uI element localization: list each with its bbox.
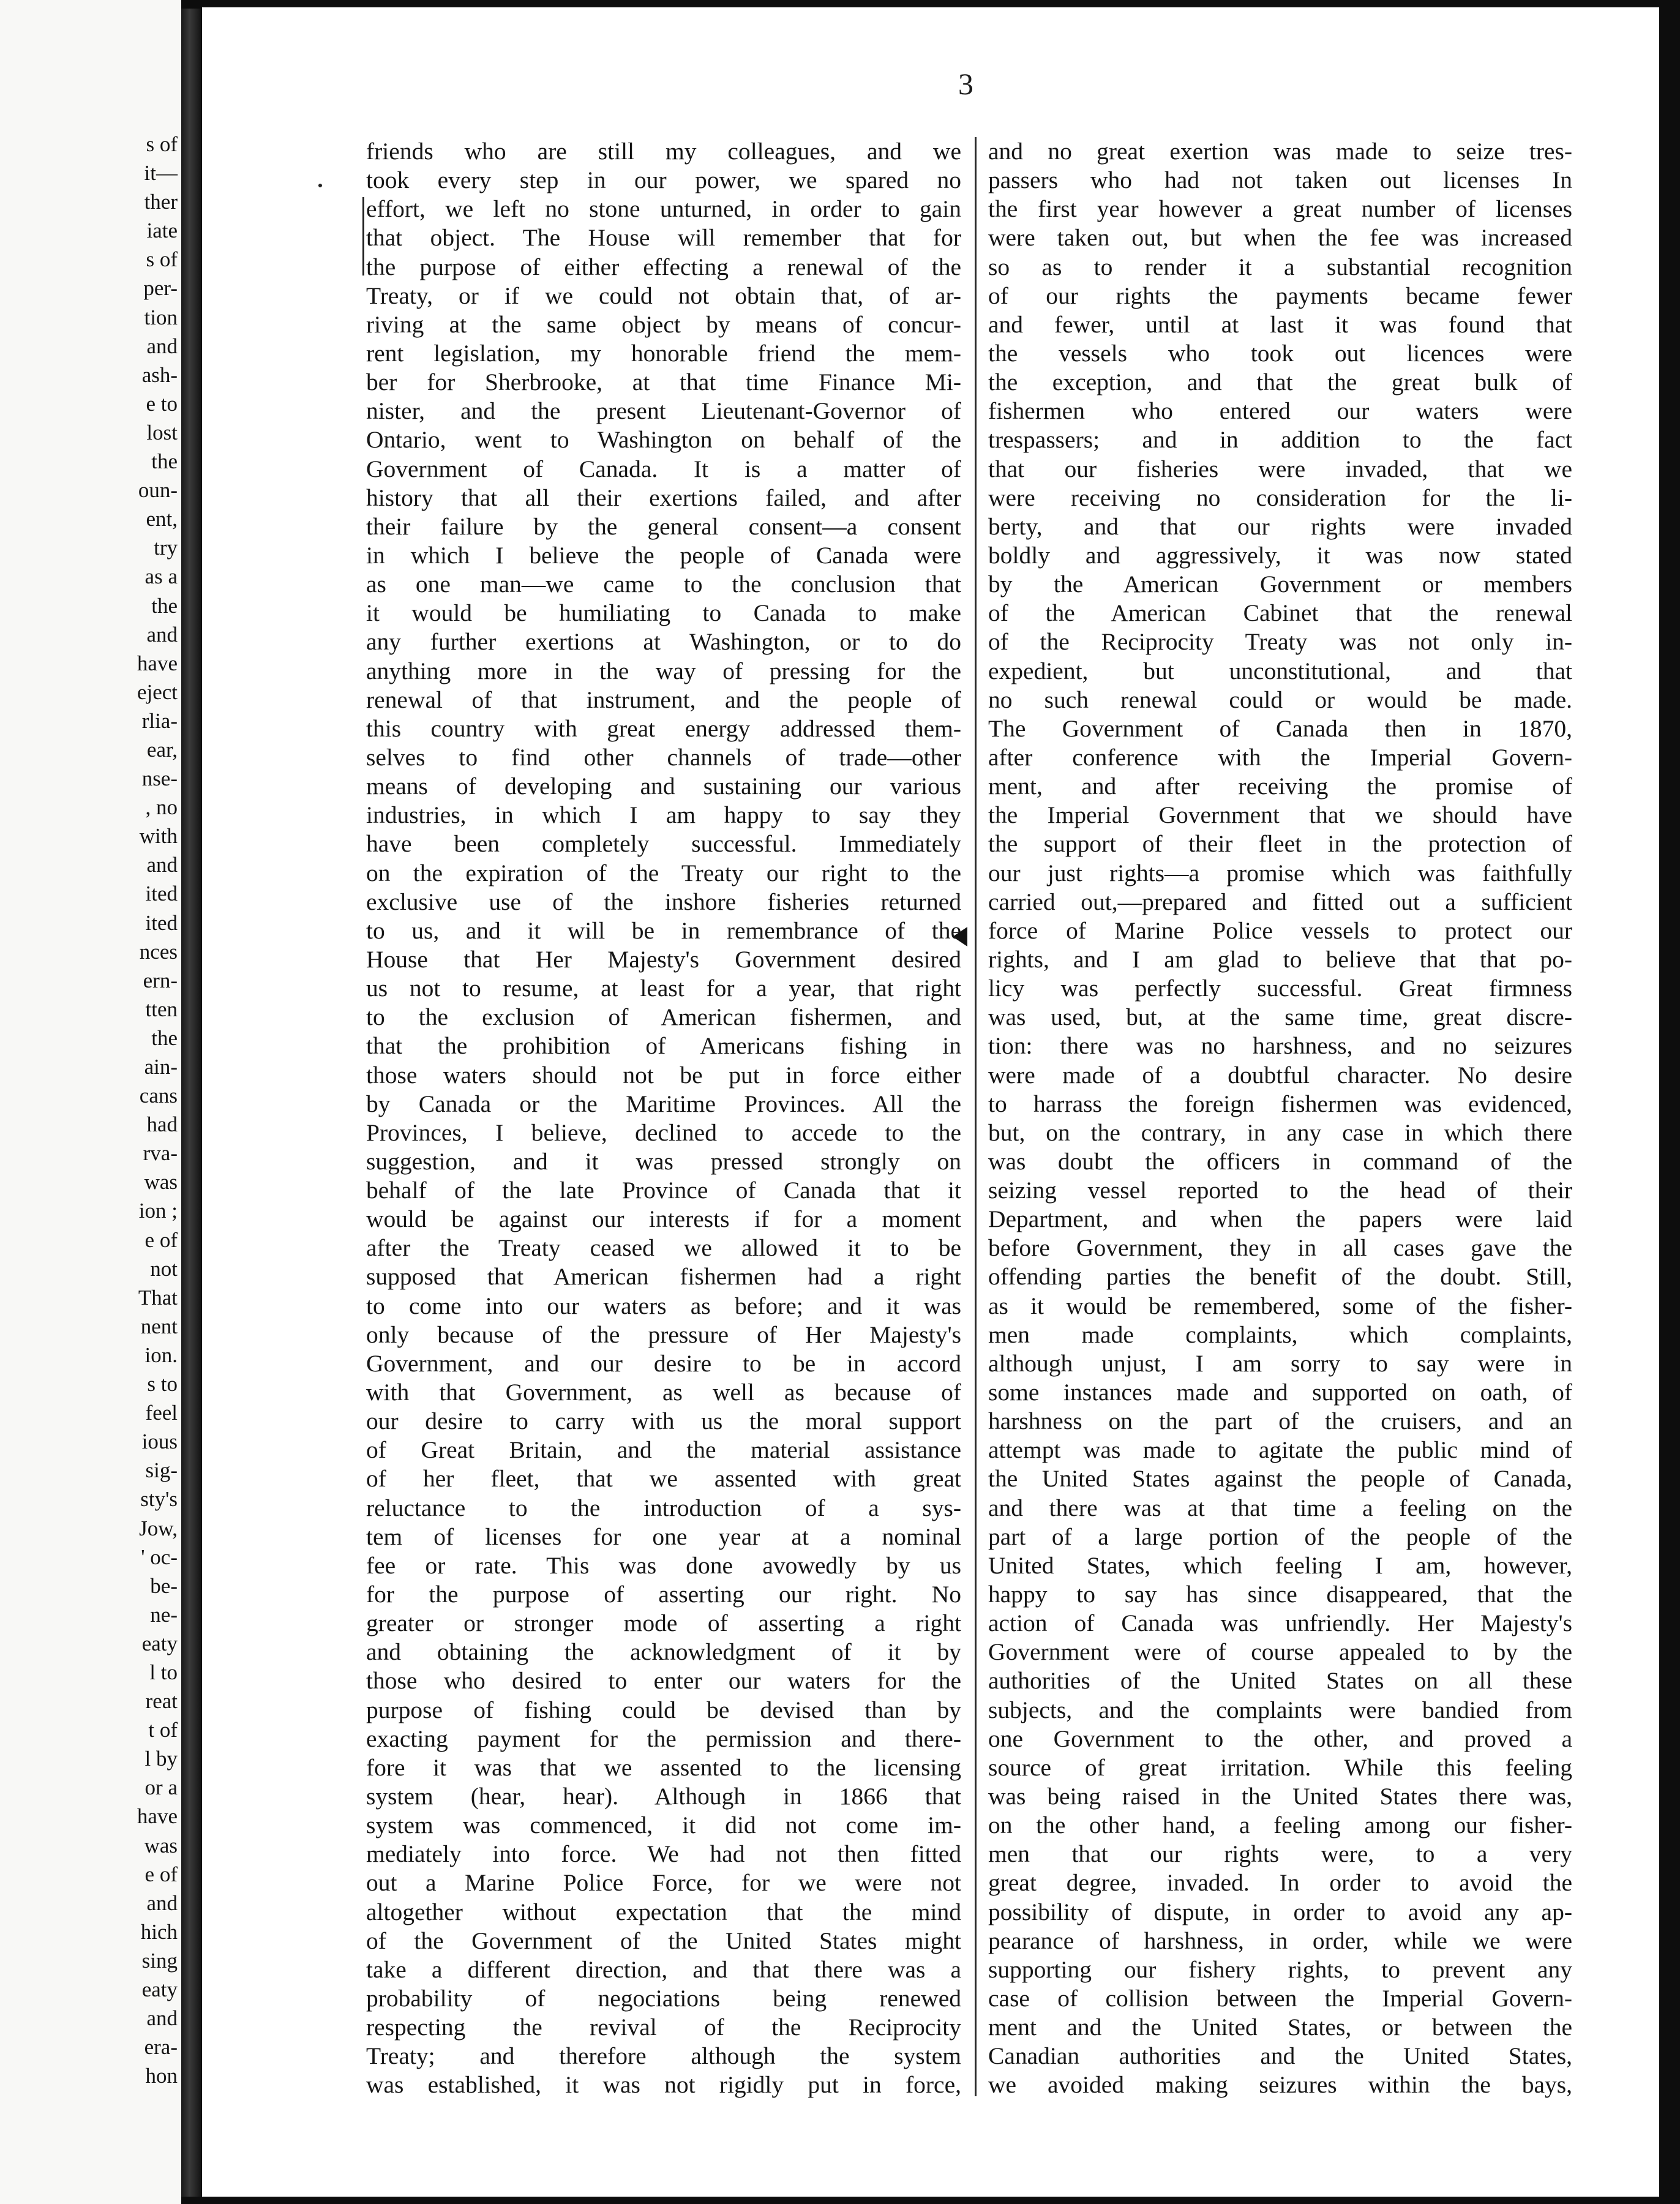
column-left-line: Provinces, I believe, declined to accede to the xyxy=(366,1119,961,1146)
column-right-line: and fewer, until at last it was found that xyxy=(988,310,1572,338)
column-left-line: greater or stronger mode of asserting a right xyxy=(366,1610,961,1637)
column-left-line: tem of licenses for one year at a nominal xyxy=(366,1523,961,1550)
column-left-line: industries, in which I am happy to say they xyxy=(366,801,961,829)
column-left-line: to come into our waters as before; and it was xyxy=(366,1292,961,1319)
column-left-line: that object. The House will remember that for xyxy=(366,224,961,252)
left-fragment-line: , no xyxy=(145,795,178,820)
column-left-line: selves to find other channels of trade—other xyxy=(366,743,961,771)
column-right-line: authorities of the United States on all these xyxy=(988,1667,1572,1695)
column-right-line: trespassers; and in addition to the fact xyxy=(988,426,1572,454)
column-left-line: Government, and our desire to be in accord xyxy=(366,1349,961,1377)
column-right-line: the support of their fleet in the protection of xyxy=(988,830,1572,858)
column-right-line: by the American Government or members xyxy=(988,571,1572,598)
column-left-line: of Great Britain, and the material assistance xyxy=(366,1436,961,1464)
column-right-line: great degree, invaded. In order to avoid the xyxy=(988,1869,1572,1897)
left-fragment-line: had xyxy=(146,1112,178,1137)
left-fragment-line: tion xyxy=(144,305,178,329)
left-fragment-line: or a xyxy=(144,1775,178,1800)
column-right-line: the Imperial Government that we should have xyxy=(988,801,1572,829)
column-left-line: to us, and it will be in remembrance of the xyxy=(366,916,961,944)
column-right-line: Department, and when the papers were laid xyxy=(988,1205,1572,1233)
column-left-line: those who desired to enter our waters for the xyxy=(366,1667,961,1695)
column-right-line: the first year however a great number of licenses xyxy=(988,195,1572,223)
left-fragment-line: ited xyxy=(145,910,178,935)
column-left-line: after the Treaty ceased we allowed it to be xyxy=(366,1234,961,1262)
column-right-line: part of a large portion of the people of the xyxy=(988,1523,1572,1550)
left-fragment-line: nces xyxy=(139,939,178,964)
left-fragment-line: nent xyxy=(140,1314,178,1338)
column-left-line: us not to resume, at least for a year, that right xyxy=(366,975,961,1002)
left-fragment-line: rva- xyxy=(143,1141,178,1166)
column-right-line: on the other hand, a feeling among our fisher- xyxy=(988,1812,1572,1839)
left-fragment-line: ent, xyxy=(146,507,178,531)
column-left-line: Treaty; and therefore although the system xyxy=(366,2042,961,2070)
column-right-line: were receiving no consideration for the li- xyxy=(988,484,1572,511)
scan-bottom-edge xyxy=(181,2197,1680,2204)
left-fragment-line: eaty xyxy=(141,1977,178,2001)
facing-page-fragment xyxy=(0,0,181,2204)
column-right-line: Government were of course appealed to by the xyxy=(988,1638,1572,1666)
column-left-line: those waters should not be put in force either xyxy=(366,1061,961,1089)
left-fragment-line: as a xyxy=(144,564,178,589)
column-right-line: berty, and that our rights were invaded xyxy=(988,512,1572,540)
left-fragment-line: the xyxy=(151,1025,178,1050)
left-fragment-line: hich xyxy=(140,1919,178,1944)
column-right-line: as it would be remembered, some of the fisher- xyxy=(988,1292,1572,1319)
column-right-line: Canadian authorities and the United States, xyxy=(988,2042,1572,2070)
column-right-line: subjects, and the complaints were bandied from xyxy=(988,1696,1572,1723)
left-fragment-line: lost xyxy=(146,420,178,444)
left-fragment-line: be- xyxy=(150,1573,178,1598)
column-right-line: after conference with the Imperial Govern- xyxy=(988,743,1572,771)
column-left-line: fore it was that we assented to the licensing xyxy=(366,1753,961,1781)
column-left-line: to the exclusion of American fishermen, and xyxy=(366,1003,961,1031)
column-right-line: and there was at that time a feeling on the xyxy=(988,1494,1572,1521)
column-left-line: any further exertions at Washington, or to do xyxy=(366,628,961,656)
column-right-line: the vessels who took out licences were xyxy=(988,339,1572,367)
column-right-line: was being raised in the United States there was, xyxy=(988,1783,1572,1810)
column-right-line: happy to say has since disappeared, that the xyxy=(988,1581,1572,1608)
column-right-line: offending parties the benefit of the doubt. Still, xyxy=(988,1263,1572,1291)
left-fragment-line: tten xyxy=(145,997,178,1021)
left-fragment-line: and xyxy=(146,853,178,877)
left-fragment-line: and xyxy=(146,1891,178,1915)
column-left-line: was established, it was not rigidly put in force, xyxy=(366,2071,961,2099)
column-left-line: our desire to carry with us the moral support xyxy=(366,1407,961,1435)
left-fragment-line: the xyxy=(151,449,178,474)
column-left-line: ber for Sherbrooke, at that time Finance Mi- xyxy=(366,369,961,396)
left-fragment-line: ain- xyxy=(144,1055,178,1079)
column-left-line: of the Government of the United States might xyxy=(366,1927,961,1954)
column-left-line: would be against our interests if for a moment xyxy=(366,1205,961,1233)
left-fragment-line: l by xyxy=(144,1747,178,1771)
left-fragment-line: ne- xyxy=(150,1602,178,1627)
column-right-line: men that our rights were, to a very xyxy=(988,1840,1572,1868)
left-fragment-line: ern- xyxy=(143,968,178,992)
column-left-line: that the prohibition of Americans fishing in xyxy=(366,1032,961,1060)
column-left-line: suggestion, and it was pressed strongly on xyxy=(366,1147,961,1175)
column-left-line: and obtaining the acknowledgment of it by xyxy=(366,1638,961,1666)
column-right-line: were taken out, but when the fee was increased xyxy=(988,224,1572,252)
column-left-line: out a Marine Police Force, for we were not xyxy=(366,1869,961,1897)
column-right-line: was used, but, at the same time, great discre- xyxy=(988,1003,1572,1031)
page-number: 3 xyxy=(958,67,973,101)
left-fragment-line: s of xyxy=(146,247,178,272)
text-column-right xyxy=(988,137,1572,2100)
column-right-line: some instances made and supported on oath, of xyxy=(988,1379,1572,1406)
left-fragment-line: e to xyxy=(146,391,178,416)
left-fragment-line: s to xyxy=(147,1372,178,1396)
column-right-line: the exception, and that the great bulk of xyxy=(988,369,1572,396)
column-left-line: exacting payment for the permission and there- xyxy=(366,1725,961,1752)
column-left-line: reluctance to the introduction of a sys- xyxy=(366,1494,961,1521)
left-fragment-line: ited xyxy=(145,882,178,906)
column-right-line: carried out,—prepared and fitted out a sufficient xyxy=(988,888,1572,915)
left-fragment-line: e of xyxy=(144,1228,178,1252)
left-fragment-line: the xyxy=(151,593,178,618)
left-fragment-line: sig- xyxy=(145,1458,178,1483)
column-right-line: of the American Cabinet that the renewal xyxy=(988,599,1572,627)
column-right-line: of our rights the payments became fewer xyxy=(988,282,1572,309)
column-left-line: rent legislation, my honorable friend the mem- xyxy=(366,339,961,367)
column-left-line: House that Her Majesty's Government desired xyxy=(366,945,961,973)
left-fragment-line: and xyxy=(146,2006,178,2031)
column-left-line: respecting the revival of the Reciprocity xyxy=(366,2014,961,2041)
left-fragment-line: with xyxy=(139,824,178,849)
column-right-line: tion: there was no harshness, and no seizures xyxy=(988,1032,1572,1060)
column-left-line: Government of Canada. It is a matter of xyxy=(366,455,961,482)
column-left-line: only because of the pressure of Her Majesty's xyxy=(366,1321,961,1348)
column-right-line: licy was perfectly successful. Great firmness xyxy=(988,975,1572,1002)
column-right-line: force of Marine Police vessels to protect our xyxy=(988,916,1572,944)
column-left-line: exclusive use of the inshore fisheries returned xyxy=(366,888,961,915)
left-fragment-line: Jow, xyxy=(139,1516,178,1540)
column-right-line: rights, and I am glad to believe that that po- xyxy=(988,945,1572,973)
column-right-line: supporting our fishery rights, to prevent any xyxy=(988,1955,1572,1983)
column-right-line: attempt was made to agitate the public mind of xyxy=(988,1436,1572,1464)
column-left-line: system (hear, hear). Although in 1866 that xyxy=(366,1783,961,1810)
column-right-line: the United States against the people of Canada, xyxy=(988,1465,1572,1493)
left-fragment-line: ear, xyxy=(146,737,178,762)
scan-right-edge xyxy=(1659,0,1680,2204)
column-right-line: source of great irritation. While this feeling xyxy=(988,1753,1572,1781)
left-fragment-line: reat xyxy=(145,1689,178,1714)
column-left-line: Ontario, went to Washington on behalf of the xyxy=(366,426,961,454)
left-fragment-line: e of xyxy=(144,1862,178,1886)
column-left-line: purpose of fishing could be devised than by xyxy=(366,1696,961,1723)
column-left-line: have been completely successful. Immediately xyxy=(366,830,961,858)
left-fragment-line: sing xyxy=(141,1948,178,1973)
column-right-line: case of collision between the Imperial Govern- xyxy=(988,1985,1572,2012)
left-fragment-line: s of xyxy=(146,132,178,156)
column-right-line: but, on the contrary, in any case in which there xyxy=(988,1119,1572,1146)
column-left-line: fee or rate. This was done avowedly by us xyxy=(366,1551,961,1579)
column-left-line: in which I believe the people of Canada were xyxy=(366,541,961,569)
column-left-line: riving at the same object by means of concur- xyxy=(366,310,961,338)
column-left-line: by Canada or the Maritime Provinces. All the xyxy=(366,1090,961,1117)
margin-mark xyxy=(318,184,322,187)
column-left-line: the purpose of either effecting a renewal of the xyxy=(366,253,961,280)
left-fragment-line: hon xyxy=(145,2064,178,2088)
column-left-line: nister, and the present Lieutenant-Governor of xyxy=(366,397,961,425)
left-fragment-line: ther xyxy=(144,190,178,214)
left-fragment-line: That xyxy=(138,1285,178,1310)
column-left-line: probability of negociations being renewed xyxy=(366,1985,961,2012)
column-right-line: so as to render it a substantial recognition xyxy=(988,253,1572,280)
column-left-line: effort, we left no stone unturned, in order to gain xyxy=(366,195,961,223)
left-fragment-line: eaty xyxy=(141,1631,178,1655)
column-right-line: possibility of dispute, in order to avoid any ap- xyxy=(988,1898,1572,1925)
column-right-line: expedient, but unconstitutional, and that xyxy=(988,657,1572,684)
column-right-line: action of Canada was unfriendly. Her Majesty's xyxy=(988,1610,1572,1637)
left-fragment-line: eject xyxy=(137,680,178,704)
column-right-line: men made complaints, which complaints, xyxy=(988,1321,1572,1348)
column-right-line: harshness on the part of the cruisers, and an xyxy=(988,1407,1572,1435)
column-left-line: system was commenced, it did not come im- xyxy=(366,1812,961,1839)
column-left-line: as one man—we came to the conclusion that xyxy=(366,571,961,598)
column-right-line: were made of a doubtful character. No desire xyxy=(988,1061,1572,1089)
column-right-line: seizing vessel reported to the head of their xyxy=(988,1177,1572,1204)
left-fragment-line: nse- xyxy=(141,767,178,791)
left-fragment-line: was xyxy=(144,1170,178,1194)
column-left-line: anything more in the way of pressing for the xyxy=(366,657,961,684)
column-right-line: The Government of Canada then in 1870, xyxy=(988,714,1572,742)
column-right-line: ment, and after receiving the promise of xyxy=(988,773,1572,800)
left-fragment-line: ash- xyxy=(141,362,178,387)
column-right-line: boldly and aggressively, it was now stated xyxy=(988,541,1572,569)
left-fragment-line: per- xyxy=(143,276,178,301)
left-fragment-line: try xyxy=(154,536,178,560)
left-fragment-line: iate xyxy=(146,219,178,243)
column-right-line: passers who had not taken out licenses In xyxy=(988,167,1572,194)
column-right-line: fishermen who entered our waters were xyxy=(988,397,1572,425)
left-fragment-line: feel xyxy=(145,1401,178,1425)
column-left-line: supposed that American fishermen had a right xyxy=(366,1263,961,1291)
left-fragment-line: ious xyxy=(141,1430,178,1454)
column-left-line: altogether without expectation that the mind xyxy=(366,1898,961,1925)
left-fragment-line: ion ; xyxy=(138,1199,178,1223)
left-fragment-line: ion. xyxy=(144,1343,178,1367)
column-right-line: one Government to the other, and proved a xyxy=(988,1725,1572,1752)
column-right-line: no such renewal could or would be made. xyxy=(988,686,1572,713)
column-left-line: mediately into force. We had not then fitted xyxy=(366,1840,961,1868)
column-left-line: renewal of that instrument, and the people of xyxy=(366,686,961,713)
column-left-line: means of developing and sustaining our various xyxy=(366,773,961,800)
column-left-line: Treaty, or if we could not obtain that, of ar- xyxy=(366,282,961,309)
left-fragment-line: ' oc- xyxy=(141,1545,178,1569)
left-fragment-line: have xyxy=(137,1804,178,1829)
column-right-line: although unjust, I am sorry to say were in xyxy=(988,1349,1572,1377)
left-fragment-line: oun- xyxy=(138,478,178,503)
column-left-line: take a different direction, and that there was a xyxy=(366,1955,961,1983)
left-fragment-line: and xyxy=(146,334,178,358)
left-fragment-line: was xyxy=(144,1833,178,1857)
column-left-line: for the purpose of asserting our right. No xyxy=(366,1581,961,1608)
left-fragment-line: l to xyxy=(149,1660,178,1684)
column-rule xyxy=(975,137,977,2096)
column-right-line: pearance of harshness, in order, while we were xyxy=(988,1927,1572,1954)
column-left-line: this country with great energy addressed them- xyxy=(366,714,961,742)
column-right-line: we avoided making seizures within the bays, xyxy=(988,2071,1572,2099)
column-right-line: ment and the United States, or between the xyxy=(988,2014,1572,2041)
column-left-line: their failure by the general consent—a consent xyxy=(366,512,961,540)
column-left-line: took every step in our power, we spared no xyxy=(366,167,961,194)
column-left-line: on the expiration of the Treaty our right to the xyxy=(366,859,961,886)
column-right-line: to harrass the foreign fishermen was evidenced, xyxy=(988,1090,1572,1117)
column-right-line: our just rights—a promise which was faithfully xyxy=(988,859,1572,886)
column-right-line: was doubt the officers in command of the xyxy=(988,1147,1572,1175)
left-fragment-line: cans xyxy=(139,1084,178,1108)
column-right-line: that our fisheries were invaded, that we xyxy=(988,455,1572,482)
column-right-line: of the Reciprocity Treaty was not only in- xyxy=(988,628,1572,656)
left-fragment-line: t of xyxy=(148,1718,178,1742)
column-left-line: it would be humiliating to Canada to make xyxy=(366,599,961,627)
column-left-line: friends who are still my colleagues, and we xyxy=(366,138,961,165)
column-right-line: before Government, they in all cases gave the xyxy=(988,1234,1572,1262)
left-fragment-line: sty's xyxy=(140,1487,178,1512)
left-fragment-line: era- xyxy=(144,2035,178,2060)
column-left-line: behalf of the late Province of Canada that it xyxy=(366,1177,961,1204)
column-right-line: and no great exertion was made to seize tres- xyxy=(988,138,1572,165)
left-fragment-line: have xyxy=(137,651,178,675)
left-fragment-line: it— xyxy=(144,161,178,186)
facing-page-text-fragment xyxy=(0,130,178,2090)
column-left-line: of her fleet, that we assented with great xyxy=(366,1465,961,1493)
column-left-line: history that all their exertions failed, and after xyxy=(366,484,961,511)
column-right-line: United States, which feeling I am, however, xyxy=(988,1551,1572,1579)
book-gutter xyxy=(181,0,202,2204)
text-column-left xyxy=(366,137,961,2100)
column-left-line: with that Government, as well as because of xyxy=(366,1379,961,1406)
left-fragment-line: not xyxy=(150,1256,178,1281)
left-fragment-line: and xyxy=(146,622,178,647)
left-fragment-line: rlia- xyxy=(141,708,178,733)
